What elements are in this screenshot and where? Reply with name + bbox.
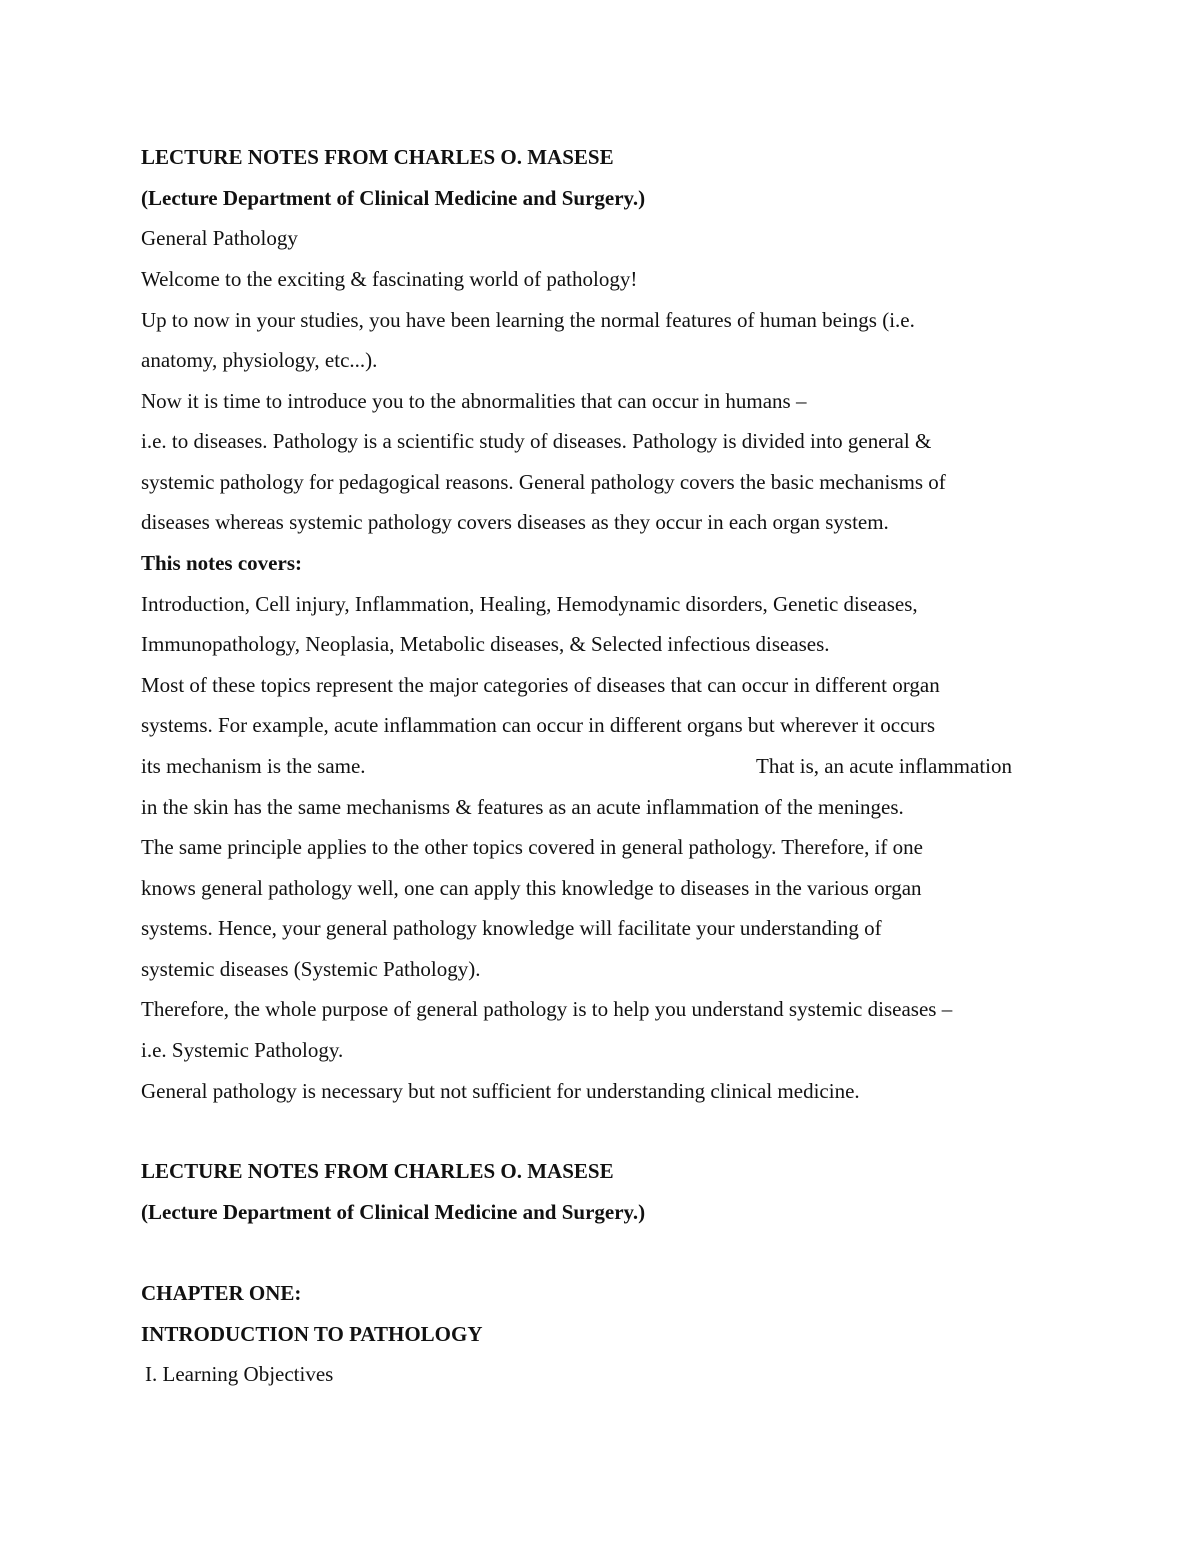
lecture-heading-repeat: LECTURE NOTES FROM CHARLES O. MASESE bbox=[141, 1159, 614, 1183]
topic-title: General Pathology bbox=[141, 226, 298, 250]
split-line-right: That is, an acute inflammation bbox=[756, 754, 1012, 778]
lecture-heading: LECTURE NOTES FROM CHARLES O. MASESE bbox=[141, 145, 614, 169]
covers-line: Immunopathology, Neoplasia, Metabolic diseases, & Selected infectious diseases. bbox=[141, 632, 830, 656]
chapter-title: INTRODUCTION TO PATHOLOGY bbox=[141, 1322, 483, 1346]
body-line: anatomy, physiology, etc...). bbox=[141, 348, 378, 372]
welcome-line: Welcome to the exciting & fascinating world of pathology! bbox=[141, 267, 638, 291]
body-line: systems. Hence, your general pathology knowledge will facilitate your understanding of bbox=[141, 916, 882, 940]
body-line: General pathology is necessary but not sufficient for understanding clinical medicine. bbox=[141, 1079, 860, 1103]
section-heading: I. Learning Objectives bbox=[145, 1362, 334, 1386]
body-line: systemic pathology for pedagogical reasons. General pathology covers the basic mechanisms of bbox=[141, 470, 946, 494]
body-line: i.e. to diseases. Pathology is a scientific study of diseases. Pathology is divided into general & bbox=[141, 429, 932, 453]
lecture-subheading: (Lecture Department of Clinical Medicine and Surgery.) bbox=[141, 186, 646, 210]
lecture-subheading-repeat: (Lecture Department of Clinical Medicine and Surgery.) bbox=[141, 1200, 646, 1224]
covers-label: This notes covers: bbox=[141, 551, 302, 575]
chapter-label: CHAPTER ONE: bbox=[141, 1281, 302, 1305]
body-line: in the skin has the same mechanisms & features as an acute inflammation of the meninges. bbox=[141, 795, 904, 819]
body-line: systems. For example, acute inflammation can occur in different organs but wherever it occurs bbox=[141, 713, 936, 737]
body-line: The same principle applies to the other topics covered in general pathology. Therefore, if one bbox=[141, 835, 923, 859]
body-line: Up to now in your studies, you have been learning the normal features of human beings (i.e. bbox=[141, 308, 915, 332]
body-line: diseases whereas systemic pathology covers diseases as they occur in each organ system. bbox=[141, 510, 889, 534]
body-line: Therefore, the whole purpose of general pathology is to help you understand systemic diseases – bbox=[141, 997, 953, 1021]
split-line-left: its mechanism is the same. bbox=[141, 754, 366, 778]
body-line: knows general pathology well, one can apply this knowledge to diseases in the various organ bbox=[141, 876, 922, 900]
body-line: Now it is time to introduce you to the abnormalities that can occur in humans – bbox=[141, 389, 807, 413]
body-line: i.e. Systemic Pathology. bbox=[141, 1038, 344, 1062]
body-line: systemic diseases (Systemic Pathology). bbox=[141, 957, 481, 981]
covers-line: Introduction, Cell injury, Inflammation, Healing, Hemodynamic disorders, Genetic diseases, bbox=[141, 592, 918, 616]
body-line: Most of these topics represent the major categories of diseases that can occur in different organ bbox=[141, 673, 940, 697]
